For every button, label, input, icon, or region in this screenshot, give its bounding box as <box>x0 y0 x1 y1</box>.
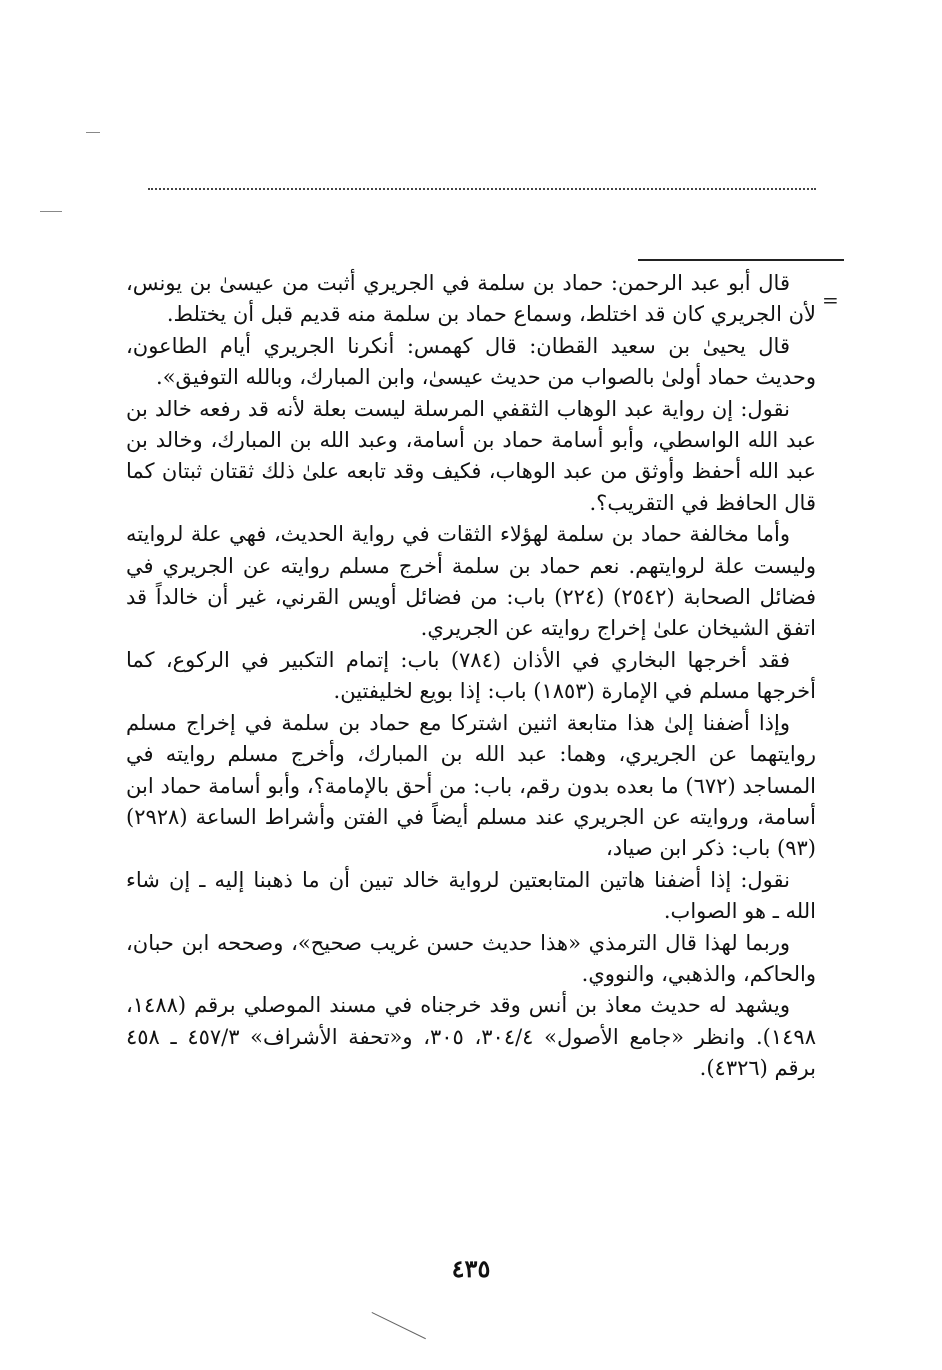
paragraph: نقول: إذا أضفنا هاتين المتابعتين لرواية خالد تبين أن ما ذهبنا إليه ـ إن شاء الله ـ هو الصواب. <box>126 867 816 924</box>
paragraph: ويشهد له حديث معاذ بن أنس وقد خرجناه في مسند الموصلي برقم (١٤٨٨، ١٤٩٨). وانظر «جامع الأصول» ٣٠٤/٤، ٣٠٥، و«تحفة الأشراف» ٤٥٧/٣ ـ ٤٥٨ برقم (٤٣٢٦). <box>126 993 816 1081</box>
footnote-text <box>126 268 816 1085</box>
paragraph: قال أبو عبد الرحمن: حماد بن سلمة في الجريري أثبت من عيسىٰ بن يونس، لأن الجريري كان قد اختلط، وسماع حماد بن سلمة منه قديم قبل أن يختلط. <box>126 271 816 327</box>
scan-mark <box>372 1312 426 1339</box>
paragraph: وربما لهذا قال الترمذي «هذا حديث حسن غريب صحيح»، وصححه ابن حبان، والحاكم، والذهبي، والنووي. <box>126 930 816 986</box>
paragraph: فقد أخرجها البخاري في الأذان (٧٨٤) باب: إتمام التكبير في الركوع، كما أخرجها مسلم في الإمارة (١٨٥٣) باب: إذا بويع لخليفتين. <box>126 647 816 704</box>
continuation-marker: = <box>822 288 839 312</box>
footnote-rule <box>638 259 844 261</box>
margin-mark-top <box>86 132 100 133</box>
margin-mark-middle <box>40 211 62 212</box>
paragraph: نقول: إن رواية عبد الوهاب الثقفي المرسلة ليست بعلة لأنه قد رفعه خالد بن عبد الله الواسطي، وأبو أسامة حماد بن أسامة، وعبد الله بن المبارك، وخالد بن عبد الله أحفظ وأوثق من عبد الوهاب، فكيف وقد تابعه علىٰ ذلك ثقتان ثبتان كما قال الحافظ في التقريب؟. <box>126 396 816 515</box>
dotted-separator <box>148 188 816 190</box>
page-number: ٤٣٥ <box>451 1254 491 1283</box>
paragraph: قال يحيىٰ بن سعيد القطان: قال كهمس: أنكرنا الجريري أيام الطاعون، وحديث حماد أولىٰ بالصواب من حديث عيسىٰ، وابن المبارك، وبالله التوفيق». <box>126 333 816 390</box>
paragraph: وأما مخالفة حماد بن سلمة لهؤلاء الثقات في رواية الحديث، فهي علة لروايته وليست علة لروايتهم. نعم حماد بن سلمة أخرج مسلم روايته عن الجريري في فضائل الصحابة (٢٥٤٢) (٢٢٤) باب: من فضائل أويس القرني، غير أن خالداً قد اتفق الشيخان علىٰ إخراج روايته عن الجريري. <box>126 522 816 641</box>
paragraph: وإذا أضفنا إلىٰ هذا متابعة اثنين اشتركا مع حماد بن سلمة في إخراج مسلم روايتهما عن الجريري، وهما: عبد الله بن المبارك، وأخرج مسلم روايته في المساجد (٦٧٢) ما بعده بدون رقم، باب: من أحق بالإمامة؟، وأبو أسامة حماد ابن أسامة، وروايته عن الجريري عند مسلم أيضاً في الفتن وأشراط الساعة (٢٩٢٨) (٩٣) باب: ذكر ابن صياد، <box>126 710 816 861</box>
